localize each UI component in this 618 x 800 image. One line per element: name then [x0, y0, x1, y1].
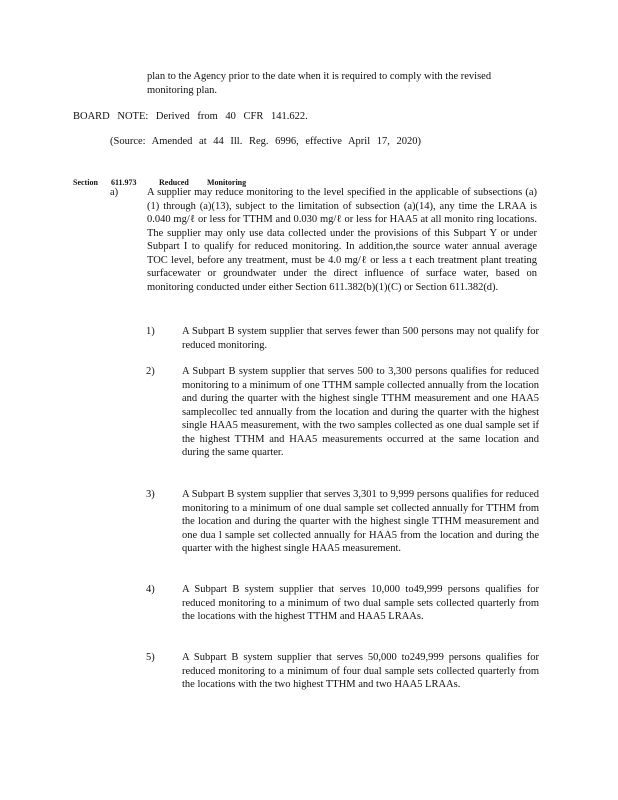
source-note: (Source: Amended at 44 Ill. Reg. 6996, effective April 17, 2020) — [110, 136, 421, 147]
list-item-text: A Subpart B system supplier that serves fewer than 500 persons may not qualify for reduced monitoring. — [182, 326, 539, 351]
list-item-text: A Subpart B system supplier that serves 10,000 to49,999 persons qualifies for reduced monitoring to a minimum of two dual sample sets collected quarterly from the locations with the highest TTHM and HAA5 LRAAs. — [182, 584, 539, 622]
section-heading — [73, 162, 373, 189]
list-item-number: 2) — [146, 366, 155, 377]
section-label: Section — [73, 177, 98, 187]
subsection-a-text: A supplier may reduce monitoring to the level specified in the applicable of subsections (a)(1) through (a)(13), subject to the limitation of subsection (a)(14), any time the LRAA is 0.040 mg/ℓ or less for TTHM and 0.030 mg/ℓ or less for HAA5 at all monito ring locations. The supplier may only use data collected under the provisions of this Subpart Y or under Subpart I to qualify for reduced monitoring. In addition,the source water annual average TOC level, before any treatment, must be 4.0 mg/ℓ or less a t each treatment plant treating surfacewater or groundwater under the direct influence of surface water, based on monitoring conducted under either Section 611.382(b)(1)(C) or Section 611.382(d). — [147, 187, 537, 293]
list-item-number: 4) — [146, 584, 155, 595]
intro-paragraph: plan to the Agency prior to the date when it is required to comply with the revised monitoring plan. — [147, 71, 492, 96]
section-number: 611.973 — [111, 177, 137, 187]
list-item-text: A Subpart B system supplier that serves 3,301 to 9,999 persons qualifies for reduced monitoring to a minimum of one dual sample set collected annually for TTHM from the location and during the quarter with the highest single TTHM measurement and one dua l sample set collected annually for HAA5 from the location and during the quarter with the highest single HAA5 measurement. — [182, 489, 539, 554]
list-item-number: 1) — [146, 326, 155, 337]
section-title-word-2: Monitoring — [207, 177, 247, 187]
list-item-text: A Subpart B system supplier that serves 50,000 to249,999 persons qualifies for reduced monitoring to a minimum of four dual sample sets collected quarterly from the locations with the two highest TTHM and two HAA5 LRAAs. — [182, 652, 539, 690]
list-item-text: A Subpart B system supplier that serves 500 to 3,300 persons qualifies for reduced monitoring to a minimum of one TTHM sample collected annually from the location and during the quarter with the highest single TTHM measurement and one HAA5 samplecollec ted annually from the location and during the quarter with the highest single HAA5 measurement, with the two samples collected as one dual sample set if the highest TTHM and HAA5 measurements occurred at the same location and during the same quarter. — [182, 366, 539, 458]
list-item-number: 5) — [146, 652, 155, 663]
list-item-number: 3) — [146, 489, 155, 500]
subsection-a-marker: a) — [110, 187, 119, 198]
board-note: BOARD NOTE: Derived from 40 CFR 141.622. — [73, 111, 308, 122]
section-title-word-1: Reduced — [159, 177, 189, 187]
